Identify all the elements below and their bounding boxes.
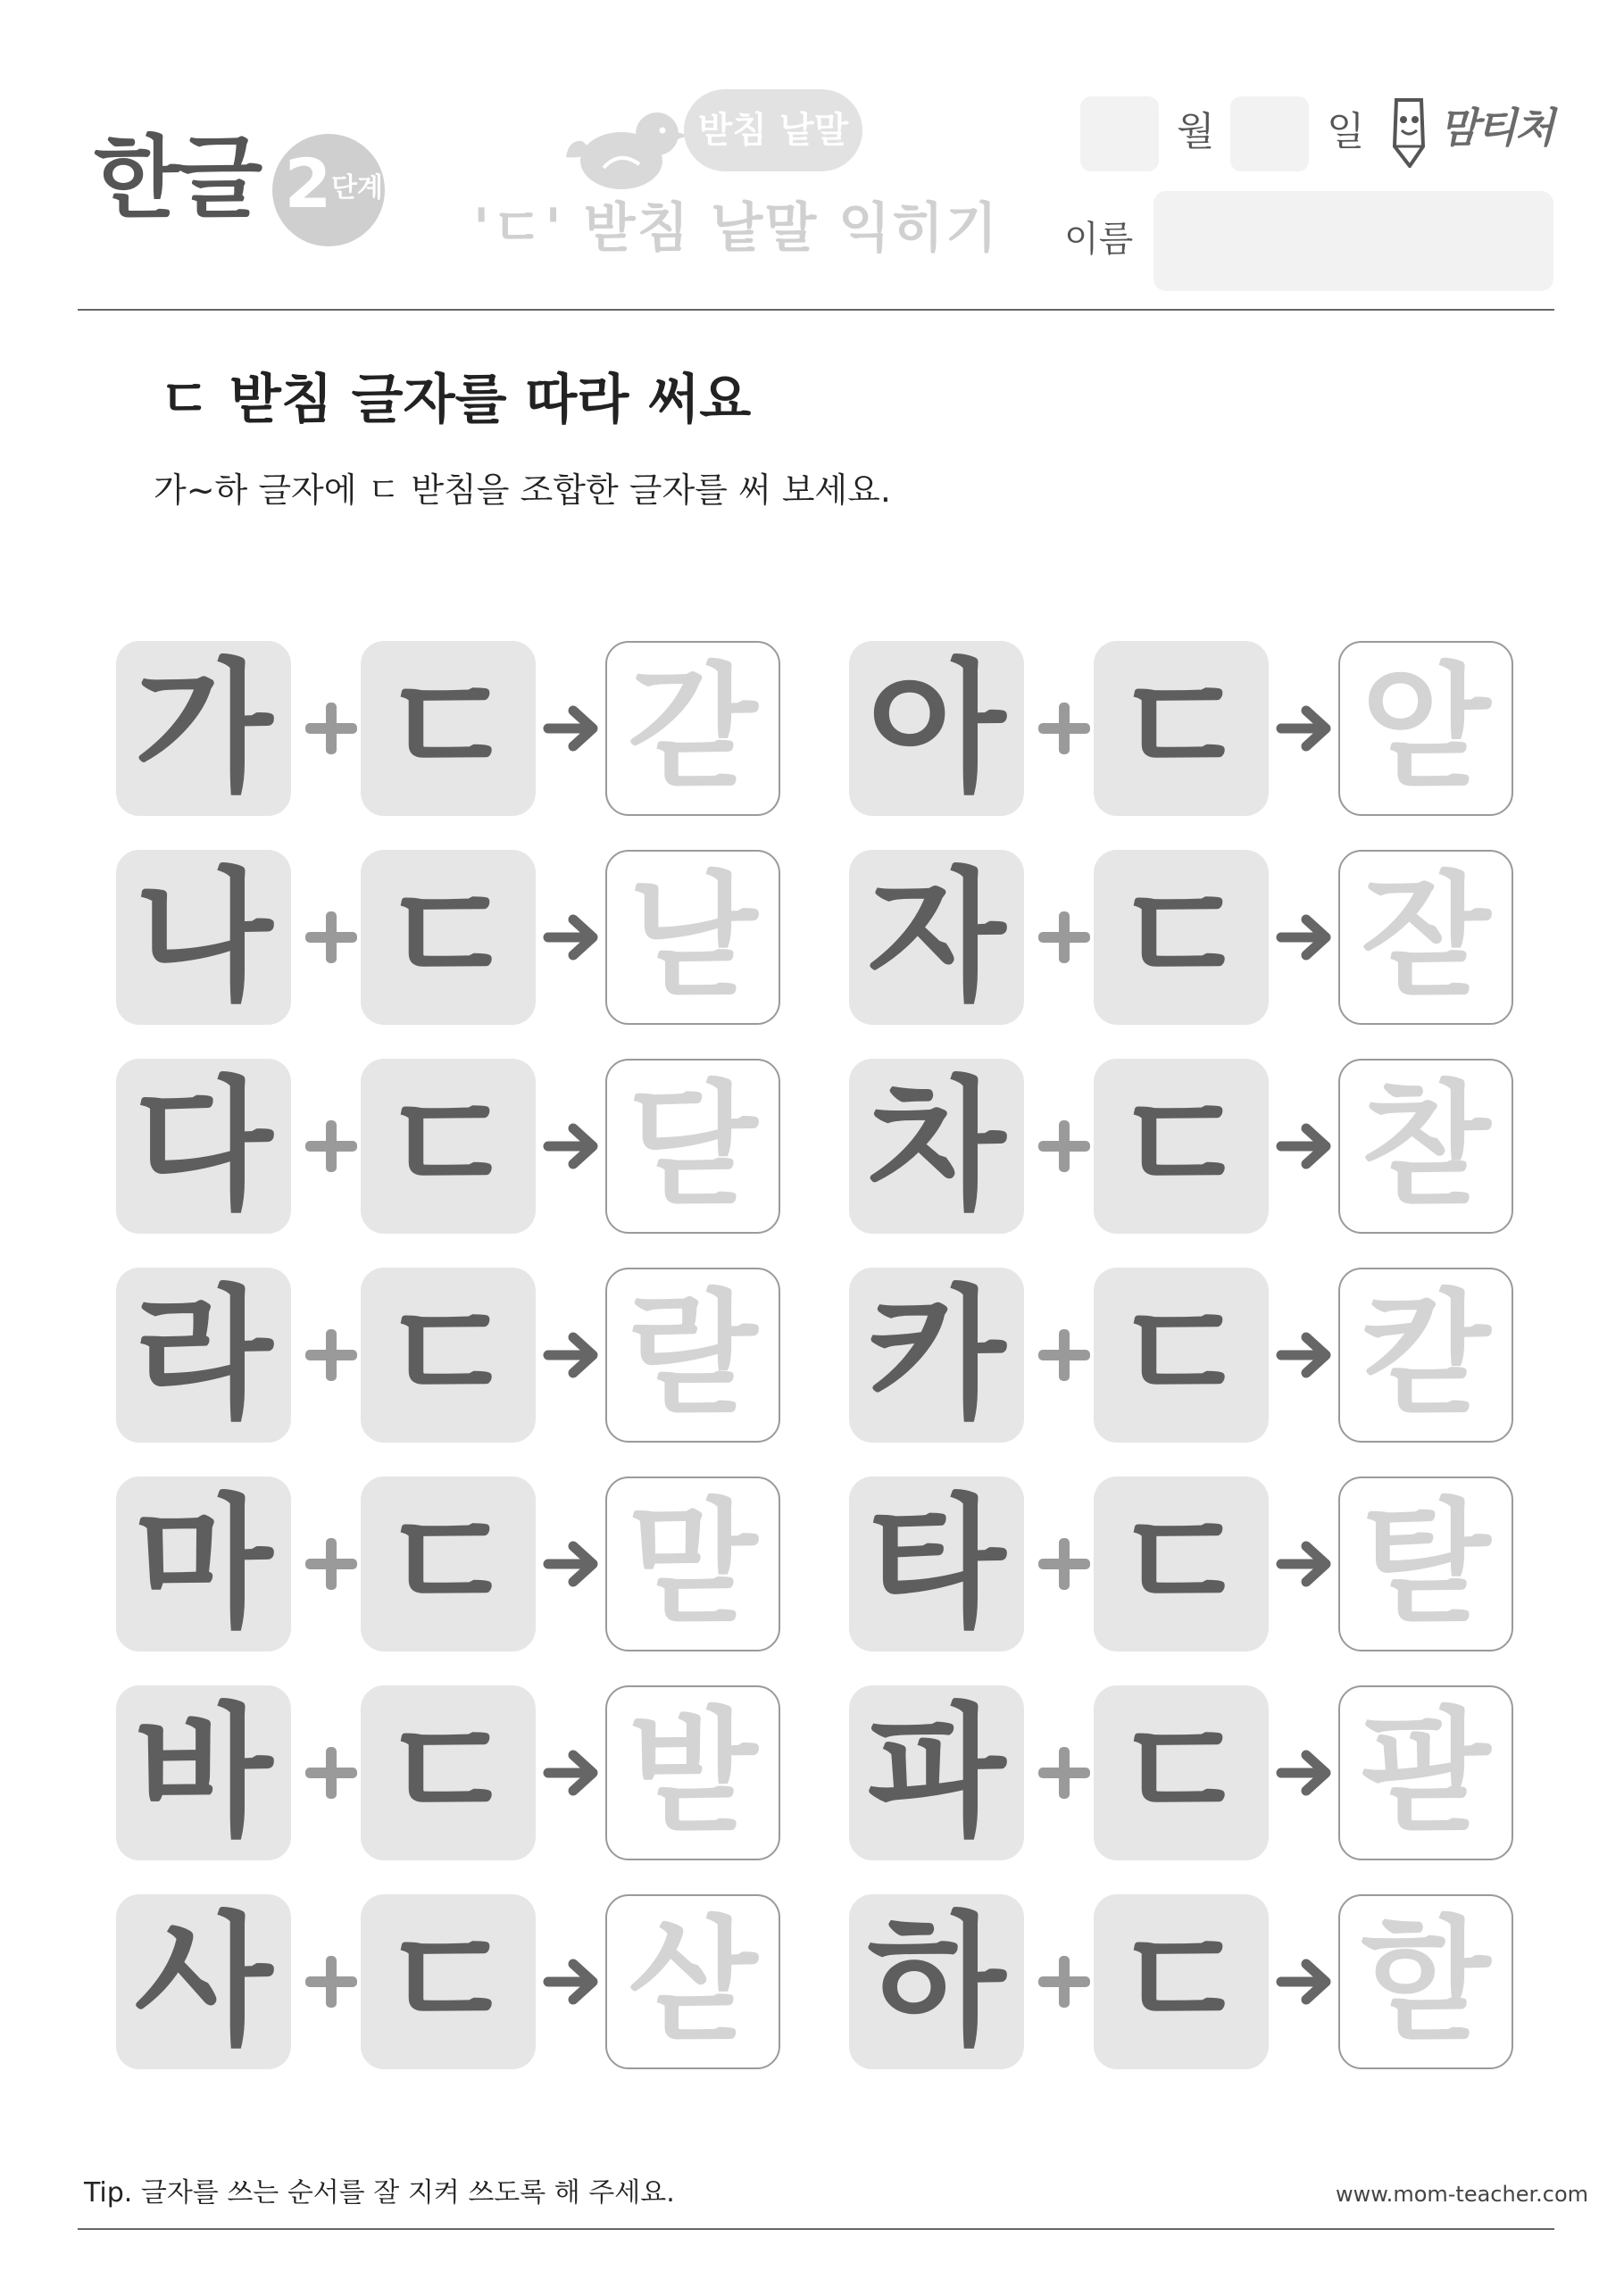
arrow-right-icon bbox=[543, 1119, 602, 1173]
base-syllable-tile: 타 bbox=[849, 1477, 1024, 1651]
arrow-right-icon bbox=[1276, 702, 1335, 755]
plus-icon bbox=[1033, 906, 1095, 969]
name-label: 이름 bbox=[1064, 219, 1134, 260]
plus-icon bbox=[1033, 1115, 1095, 1177]
name-field[interactable] bbox=[1153, 191, 1553, 291]
trace-syllable-tile[interactable]: 팓 bbox=[1338, 1685, 1513, 1860]
arrow-right-icon bbox=[1276, 1746, 1335, 1800]
arrow-right-icon bbox=[1276, 1537, 1335, 1591]
consonant-tile: ㄷ bbox=[361, 1894, 536, 2069]
plus-icon bbox=[1033, 1951, 1095, 2013]
arrow-right-icon bbox=[543, 1537, 602, 1591]
plus-icon bbox=[300, 1115, 362, 1177]
level-number: 2 bbox=[284, 144, 332, 223]
base-syllable-tile: 라 bbox=[116, 1268, 291, 1443]
trace-syllable-tile[interactable]: 닫 bbox=[605, 1059, 780, 1234]
consonant-tile: ㄷ bbox=[1094, 1059, 1269, 1234]
consonant-tile: ㄷ bbox=[361, 1685, 536, 1860]
consonant-tile: ㄷ bbox=[1094, 641, 1269, 816]
worksheet-subtitle: 'ㄷ' 받침 낱말 익히기 bbox=[473, 197, 1000, 260]
trace-syllable-tile[interactable]: 랃 bbox=[605, 1268, 780, 1443]
arrow-right-icon bbox=[543, 702, 602, 755]
base-syllable-tile: 나 bbox=[116, 850, 291, 1025]
day-label: 일 bbox=[1327, 109, 1365, 154]
trace-syllable-tile[interactable]: 찯 bbox=[1338, 1059, 1513, 1234]
trace-syllable-tile[interactable]: 맏 bbox=[605, 1477, 780, 1651]
consonant-tile: ㄷ bbox=[1094, 1685, 1269, 1860]
arrow-right-icon bbox=[1276, 1955, 1335, 2009]
header-divider bbox=[78, 309, 1554, 311]
consonant-tile: ㄷ bbox=[361, 1477, 536, 1651]
exercise-heading: ㄷ 받침 글자를 따라 써요 bbox=[159, 369, 752, 431]
level-badge bbox=[272, 134, 385, 246]
plus-icon bbox=[1033, 697, 1095, 760]
month-field[interactable] bbox=[1080, 96, 1159, 171]
plus-icon bbox=[300, 697, 362, 760]
plus-icon bbox=[300, 1742, 362, 1804]
trace-syllable-tile[interactable]: 핟 bbox=[1338, 1894, 1513, 2069]
level-label: 단계 bbox=[331, 172, 383, 204]
arrow-right-icon bbox=[543, 1746, 602, 1800]
plus-icon bbox=[300, 1533, 362, 1595]
arrow-right-icon bbox=[1276, 1119, 1335, 1173]
consonant-tile: ㄷ bbox=[1094, 1268, 1269, 1443]
trace-syllable-tile[interactable]: 갇 bbox=[605, 641, 780, 816]
consonant-tile: ㄷ bbox=[1094, 850, 1269, 1025]
plus-icon bbox=[300, 1951, 362, 2013]
trace-syllable-tile[interactable]: 낟 bbox=[605, 850, 780, 1025]
footer-divider bbox=[78, 2228, 1554, 2230]
base-syllable-tile: 바 bbox=[116, 1685, 291, 1860]
consonant-tile: ㄷ bbox=[361, 1268, 536, 1443]
arrow-right-icon bbox=[1276, 911, 1335, 964]
month-label: 월 bbox=[1177, 109, 1215, 154]
base-syllable-tile: 마 bbox=[116, 1477, 291, 1651]
arrow-right-icon bbox=[543, 1955, 602, 2009]
brand-logo: 맘티처 bbox=[1439, 104, 1553, 152]
base-syllable-tile: 차 bbox=[849, 1059, 1024, 1234]
base-syllable-tile: 자 bbox=[849, 850, 1024, 1025]
consonant-tile: ㄷ bbox=[361, 641, 536, 816]
base-syllable-tile: 하 bbox=[849, 1894, 1024, 2069]
plus-icon bbox=[300, 1324, 362, 1386]
pencil-mascot-icon bbox=[1384, 93, 1437, 168]
trace-syllable-tile[interactable]: 받 bbox=[605, 1685, 780, 1860]
bird-icon bbox=[564, 105, 689, 195]
base-syllable-tile: 파 bbox=[849, 1685, 1024, 1860]
trace-syllable-tile[interactable]: 탇 bbox=[1338, 1477, 1513, 1651]
consonant-tile: ㄷ bbox=[361, 1059, 536, 1234]
arrow-right-icon bbox=[1276, 1328, 1335, 1382]
exercise-description: 가~하 글자에 ㄷ 받침을 조합한 글자를 써 보세요. bbox=[154, 470, 891, 510]
consonant-tile: ㄷ bbox=[1094, 1894, 1269, 2069]
trace-syllable-tile[interactable]: 잗 bbox=[1338, 850, 1513, 1025]
base-syllable-tile: 카 bbox=[849, 1268, 1024, 1443]
consonant-tile: ㄷ bbox=[361, 850, 536, 1025]
plus-icon bbox=[300, 906, 362, 969]
base-syllable-tile: 아 bbox=[849, 641, 1024, 816]
trace-syllable-tile[interactable]: 칻 bbox=[1338, 1268, 1513, 1443]
base-syllable-tile: 다 bbox=[116, 1059, 291, 1234]
logo: 한글 bbox=[94, 126, 260, 230]
base-syllable-tile: 사 bbox=[116, 1894, 291, 2069]
arrow-right-icon bbox=[543, 1328, 602, 1382]
consonant-tile: ㄷ bbox=[1094, 1477, 1269, 1651]
plus-icon bbox=[1033, 1533, 1095, 1595]
tip-text: Tip. 글자를 쓰는 순서를 잘 지켜 쓰도록 해 주세요. bbox=[84, 2177, 675, 2209]
arrow-right-icon bbox=[543, 911, 602, 964]
base-syllable-tile: 가 bbox=[116, 641, 291, 816]
trace-syllable-tile[interactable]: 앋 bbox=[1338, 641, 1513, 816]
plus-icon bbox=[1033, 1742, 1095, 1804]
day-field[interactable] bbox=[1230, 96, 1309, 171]
topic-pill: 받침 낱말 bbox=[684, 89, 862, 171]
trace-syllable-tile[interactable]: 삳 bbox=[605, 1894, 780, 2069]
site-url: www.mom-teacher.com bbox=[1336, 2182, 1589, 2207]
plus-icon bbox=[1033, 1324, 1095, 1386]
